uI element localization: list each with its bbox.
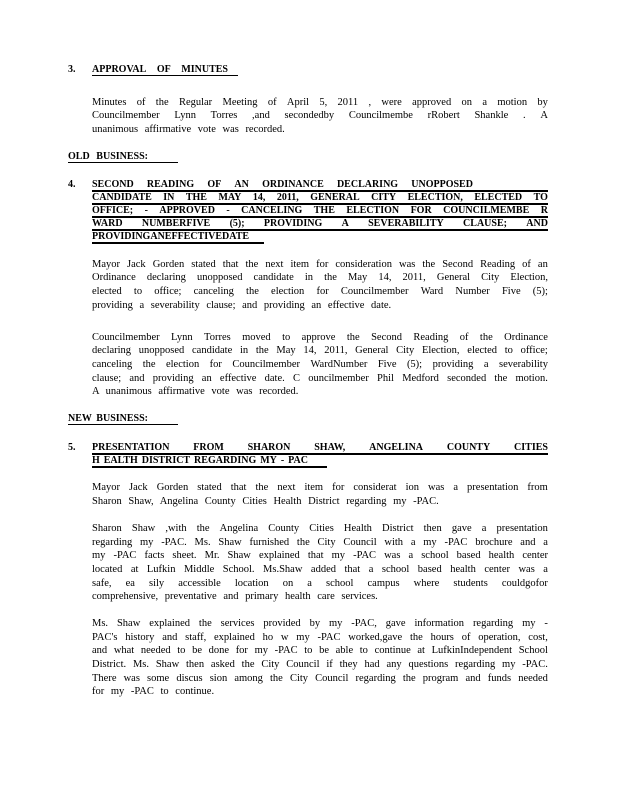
- paragraph: [92, 258, 548, 313]
- paragraph-line: located at Lufkin Middle School. Ms.Shaw added that a school based health center was a: [92, 564, 548, 576]
- heading-line-text: WARD NUMBERFIVE (5); PROVIDING A SEVERABILITY CLAUSE; AND: [92, 218, 548, 229]
- section-heading: [68, 151, 178, 163]
- heading-line: [68, 151, 178, 163]
- paragraph-line: for my -PAC to continue.: [92, 686, 215, 698]
- heading-line-text: APPROVAL OF MINUTES: [92, 64, 228, 75]
- heading-line: [92, 455, 327, 468]
- paragraph-line: Sharon Shaw ,with the Angelina County Cities Health District then gave a presentation: [92, 523, 548, 534]
- heading-line: [92, 218, 548, 231]
- paragraph: [92, 481, 548, 508]
- heading-lines: [92, 64, 238, 76]
- paragraph-line: A unanimous affirmative vote was recorded.: [92, 386, 299, 398]
- item-number: 4.: [68, 179, 76, 190]
- heading-line-text: CANDIDATE IN THE MAY 14, 2011, GENERAL CITY ELECTION, ELECTED TO: [92, 192, 548, 203]
- item-number: 5.: [68, 442, 76, 453]
- paragraph-line: my -PAC facts sheet. Mr. Shaw explained that my -PAC was a school based health center: [92, 550, 548, 562]
- paragraph-line: clause; and providing an effective date. C ouncilmember Phil Medford seconded the motion.: [92, 372, 548, 384]
- section-heading: [68, 413, 178, 425]
- paragraph-line: regarding my -PAC. Ms. Shaw furnished the City Council with a my -PAC brochure and a: [92, 536, 548, 548]
- heading-line-text: H EALTH DISTRICT REGARDING MY - PAC: [92, 455, 308, 466]
- agenda-item-heading: [68, 179, 548, 244]
- paragraph-line: PAC's history and staff, explained ho w my -PAC worked,gave the hours of operation, cost,: [92, 631, 548, 643]
- heading-line: [92, 231, 264, 244]
- heading-lines: [92, 442, 548, 468]
- paragraph-line: providing a severability clause; and providing an effective date.: [92, 299, 392, 311]
- paragraph-line: Sharon Shaw, Angelina County Cities Health District regarding my -PAC.: [92, 495, 439, 507]
- heading-line-text: PRESENTATION FROM SHARON SHAW, ANGELINA COUNTY CITIES: [92, 442, 548, 453]
- paragraph-line: Minutes of the Regular Meeting of April 5, 2011 , were approved on a motion by: [92, 96, 548, 108]
- paragraph: [92, 617, 548, 699]
- heading-line: [92, 64, 238, 76]
- paragraph-line: canceling the election for Councilmember WardNumber Five (5); providing a severability: [92, 358, 548, 370]
- agenda-item-heading: [68, 442, 548, 468]
- paragraph-line: There was some discus sion among the City Council regarding the program and funds needed: [92, 672, 548, 684]
- heading-line: [92, 192, 548, 205]
- heading-lines: [92, 179, 548, 244]
- heading-line-text: PROVIDING AN EFFECTIVE DATE: [92, 231, 250, 242]
- heading-line-text: NEW BUSINESS:: [68, 413, 148, 424]
- paragraph-line: Mayor Jack Gorden stated that the next item for consideration was the Second Reading of an: [92, 258, 548, 270]
- heading-line-text: OLD BUSINESS:: [68, 151, 148, 162]
- heading-line-text: OFFICE; - APPROVED - CANCELING THE ELECTION FOR COUNCILMEMBE R: [92, 205, 548, 216]
- paragraph-line: Councilmember Lynn Torres ,and secondedby Councilmembe rRobert Shankle . A: [92, 110, 548, 122]
- paragraph-line: Ordinance declaring unopposed candidate in the May 14, 2011, General City Election,: [92, 272, 548, 284]
- paragraph: [92, 522, 548, 604]
- paragraph-line: District. Ms. Shaw then asked the City Council if they had any questions regarding my -PAC.: [92, 659, 548, 671]
- heading-line: [68, 413, 178, 425]
- paragraph-line: comprehensive, preventative and primary health care services.: [92, 591, 378, 603]
- item-number: 3.: [68, 64, 76, 75]
- agenda-item-heading: [68, 64, 238, 76]
- paragraph-line: and what needed to be done for my -PAC to be able to continue at LufkinIndependent School: [92, 645, 548, 657]
- heading-line-text: SECOND READING OF AN ORDINANCE DECLARING UNOPPOSED: [92, 179, 473, 190]
- paragraph-line: Mayor Jack Gorden stated that the next item for considerat ion was a presentation from: [92, 482, 548, 493]
- paragraph-line: Councilmember Lynn Torres moved to approve the Second Reading of the Ordinance: [92, 331, 548, 343]
- paragraph-line: Ms. Shaw explained the services provided by my -PAC, gave information regarding my -: [92, 618, 548, 629]
- paragraph-line: unanimous affirmative vote was recorded.: [92, 123, 285, 135]
- heading-line: [92, 442, 548, 455]
- heading-lines: [68, 413, 178, 425]
- paragraph: [92, 96, 548, 137]
- heading-line: [92, 179, 548, 192]
- heading-lines: [68, 151, 178, 163]
- paragraph-line: safe, ea sily accessible location on a school campus where students couldgofor: [92, 577, 548, 589]
- paragraph-line: declaring unopposed candidate in the May 14, 2011, General City Election, elected to office;: [92, 345, 548, 357]
- heading-line: [92, 205, 548, 218]
- paragraph: [92, 331, 548, 399]
- paragraph-line: elected to office; canceling the election for Councilmember Ward Number Five (5);: [92, 285, 548, 297]
